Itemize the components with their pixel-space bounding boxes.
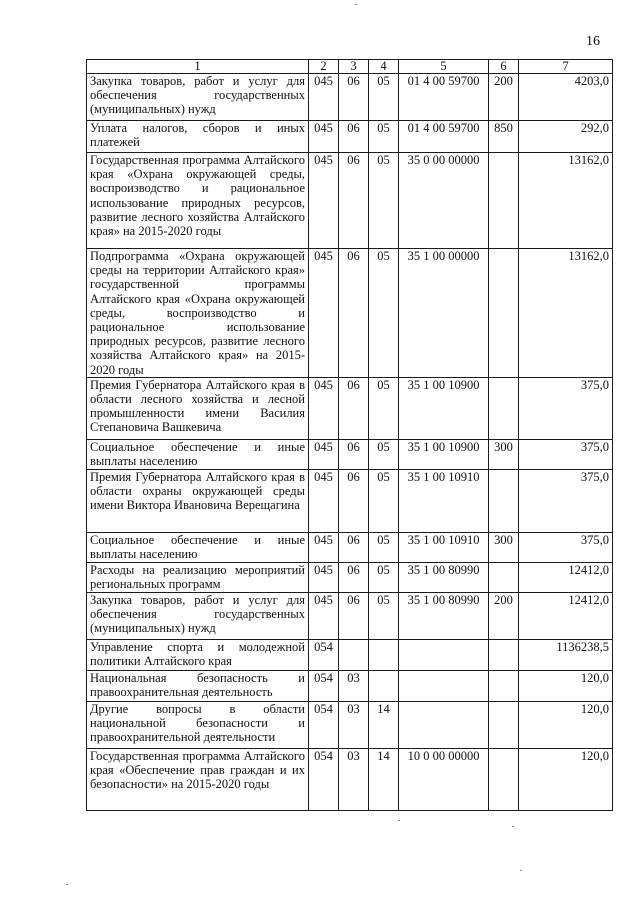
- table-row: [87, 532, 613, 562]
- subsection-code: 05: [369, 377, 399, 439]
- expense-type-code: [489, 639, 519, 670]
- section-code: 06: [339, 153, 369, 249]
- expense-type-code: 850: [489, 121, 519, 153]
- admin-code: 054: [309, 701, 339, 748]
- expense-type-code: 200: [489, 592, 519, 639]
- row-description: Другие вопросы в области национальной безопасности и правоохранительной деятельности: [87, 701, 309, 748]
- header-col-5: 5: [399, 60, 489, 74]
- subsection-code: 05: [369, 439, 399, 469]
- amount: 12412,0: [519, 592, 613, 639]
- target-article-code: [399, 701, 489, 748]
- section-code: 06: [339, 592, 369, 639]
- subsection-code: 05: [369, 532, 399, 562]
- admin-code: 054: [309, 670, 339, 701]
- subsection-code: 05: [369, 469, 399, 532]
- row-description: Премия Губернатора Алтайского края в области лесного хозяйства и лесной промышленности имени Василия Степановича Вашкевича: [87, 377, 309, 439]
- admin-code: 045: [309, 74, 339, 121]
- scan-speck: [66, 884, 68, 885]
- amount: 13162,0: [519, 249, 613, 378]
- header-row: [87, 60, 613, 74]
- target-article-code: 35 0 00 00000: [399, 153, 489, 249]
- scan-speck: [398, 820, 400, 821]
- admin-code: 045: [309, 592, 339, 639]
- expense-type-code: 200: [489, 74, 519, 121]
- subsection-code: 05: [369, 562, 399, 592]
- subsection-code: 05: [369, 74, 399, 121]
- table-row: [87, 74, 613, 121]
- target-article-code: 35 1 00 00000: [399, 249, 489, 378]
- target-article-code: 35 1 00 10900: [399, 377, 489, 439]
- admin-code: 045: [309, 153, 339, 249]
- admin-code: 045: [309, 249, 339, 378]
- section-code: 06: [339, 121, 369, 153]
- subsection-code: [369, 670, 399, 701]
- section-code: [339, 639, 369, 670]
- expense-type-code: 300: [489, 439, 519, 469]
- expense-type-code: [489, 469, 519, 532]
- section-code: 06: [339, 377, 369, 439]
- section-code: 06: [339, 74, 369, 121]
- table-row: [87, 701, 613, 748]
- row-description: Уплата налогов, сборов и иных платежей: [87, 121, 309, 153]
- subsection-code: 14: [369, 701, 399, 748]
- table-row: [87, 121, 613, 153]
- section-code: 06: [339, 439, 369, 469]
- header-col-4: 4: [369, 60, 399, 74]
- amount: 375,0: [519, 469, 613, 532]
- section-code: 06: [339, 532, 369, 562]
- target-article-code: 01 4 00 59700: [399, 74, 489, 121]
- expense-type-code: [489, 748, 519, 810]
- scan-speck: [520, 870, 522, 871]
- subsection-code: 14: [369, 748, 399, 810]
- target-article-code: [399, 639, 489, 670]
- row-description: Расходы на реализацию мероприятий региональных программ: [87, 562, 309, 592]
- table-row: [87, 439, 613, 469]
- expense-type-code: [489, 377, 519, 439]
- table-row: [87, 377, 613, 439]
- expense-type-code: [489, 701, 519, 748]
- header-col-1: 1: [87, 60, 309, 74]
- amount: 120,0: [519, 701, 613, 748]
- admin-code: 054: [309, 748, 339, 810]
- target-article-code: 10 0 00 00000: [399, 748, 489, 810]
- header-col-7: 7: [519, 60, 613, 74]
- section-code: 03: [339, 670, 369, 701]
- section-code: 03: [339, 748, 369, 810]
- row-description: Социальное обеспечение и иные выплаты населению: [87, 532, 309, 562]
- target-article-code: [399, 670, 489, 701]
- amount: 1136238,5: [519, 639, 613, 670]
- subsection-code: 05: [369, 592, 399, 639]
- row-description: Социальное обеспечение и иные выплаты населению: [87, 439, 309, 469]
- expense-type-code: [489, 153, 519, 249]
- header-col-6: 6: [489, 60, 519, 74]
- amount: 12412,0: [519, 562, 613, 592]
- section-code: 06: [339, 562, 369, 592]
- row-description: Государственная программа Алтайского края «Обеспечение прав граждан и их безопасности» на 2015-2020 годы: [87, 748, 309, 810]
- target-article-code: 35 1 00 10910: [399, 532, 489, 562]
- page-number: 16: [586, 34, 600, 49]
- subsection-code: 05: [369, 249, 399, 378]
- amount: 120,0: [519, 670, 613, 701]
- admin-code: 045: [309, 562, 339, 592]
- section-code: 03: [339, 701, 369, 748]
- row-description: Подпрограмма «Охрана окружающей среды на территории Алтайского края» государственной программы Алтайского края «Охрана окружающей среды, воспроизводство и рациональное использование природных ресурсов, развитие лесного хозяйства Алтайского края» на 2015-2020 годы: [87, 249, 309, 378]
- admin-code: 045: [309, 121, 339, 153]
- subsection-code: 05: [369, 153, 399, 249]
- header-col-2: 2: [309, 60, 339, 74]
- row-description: Закупка товаров, работ и услуг для обеспечения государственных (муниципальных) нужд: [87, 592, 309, 639]
- table-row: [87, 592, 613, 639]
- row-description: Государственная программа Алтайского края «Охрана окружающей среды, воспроизводство и рациональное использование природных ресурсов, развитие лесного хозяйства Алтайского края» на 2015-2020 годы: [87, 153, 309, 249]
- amount: 13162,0: [519, 153, 613, 249]
- amount: 292,0: [519, 121, 613, 153]
- scan-speck: [512, 826, 514, 827]
- section-code: 06: [339, 249, 369, 378]
- section-code: 06: [339, 469, 369, 532]
- target-article-code: 01 4 00 59700: [399, 121, 489, 153]
- target-article-code: 35 1 00 80990: [399, 592, 489, 639]
- admin-code: 045: [309, 377, 339, 439]
- subsection-code: 05: [369, 121, 399, 153]
- row-description: Премия Губернатора Алтайского края в области охраны окружающей среды имени Виктора Ивановича Верещагина: [87, 469, 309, 532]
- admin-code: 045: [309, 439, 339, 469]
- table-row: [87, 670, 613, 701]
- budget-table: [86, 59, 613, 811]
- amount: 120,0: [519, 748, 613, 810]
- row-description: Закупка товаров, работ и услуг для обеспечения государственных (муниципальных) нужд: [87, 74, 309, 121]
- admin-code: 045: [309, 469, 339, 532]
- table-row: [87, 153, 613, 249]
- admin-code: 054: [309, 639, 339, 670]
- expense-type-code: 300: [489, 532, 519, 562]
- row-description: Национальная безопасность и правоохранительная деятельность: [87, 670, 309, 701]
- amount: 4203,0: [519, 74, 613, 121]
- target-article-code: 35 1 00 10900: [399, 439, 489, 469]
- table-row: [87, 639, 613, 670]
- expense-type-code: [489, 249, 519, 378]
- table-row: [87, 748, 613, 810]
- target-article-code: 35 1 00 80990: [399, 562, 489, 592]
- header-col-3: 3: [339, 60, 369, 74]
- amount: 375,0: [519, 377, 613, 439]
- scan-speck: [355, 4, 357, 5]
- admin-code: 045: [309, 532, 339, 562]
- expense-type-code: [489, 670, 519, 701]
- row-description: Управление спорта и молодежной политики Алтайского края: [87, 639, 309, 670]
- amount: 375,0: [519, 532, 613, 562]
- subsection-code: [369, 639, 399, 670]
- table-row: [87, 469, 613, 532]
- table-row: [87, 562, 613, 592]
- table-row: [87, 249, 613, 378]
- expense-type-code: [489, 562, 519, 592]
- target-article-code: 35 1 00 10910: [399, 469, 489, 532]
- amount: 375,0: [519, 439, 613, 469]
